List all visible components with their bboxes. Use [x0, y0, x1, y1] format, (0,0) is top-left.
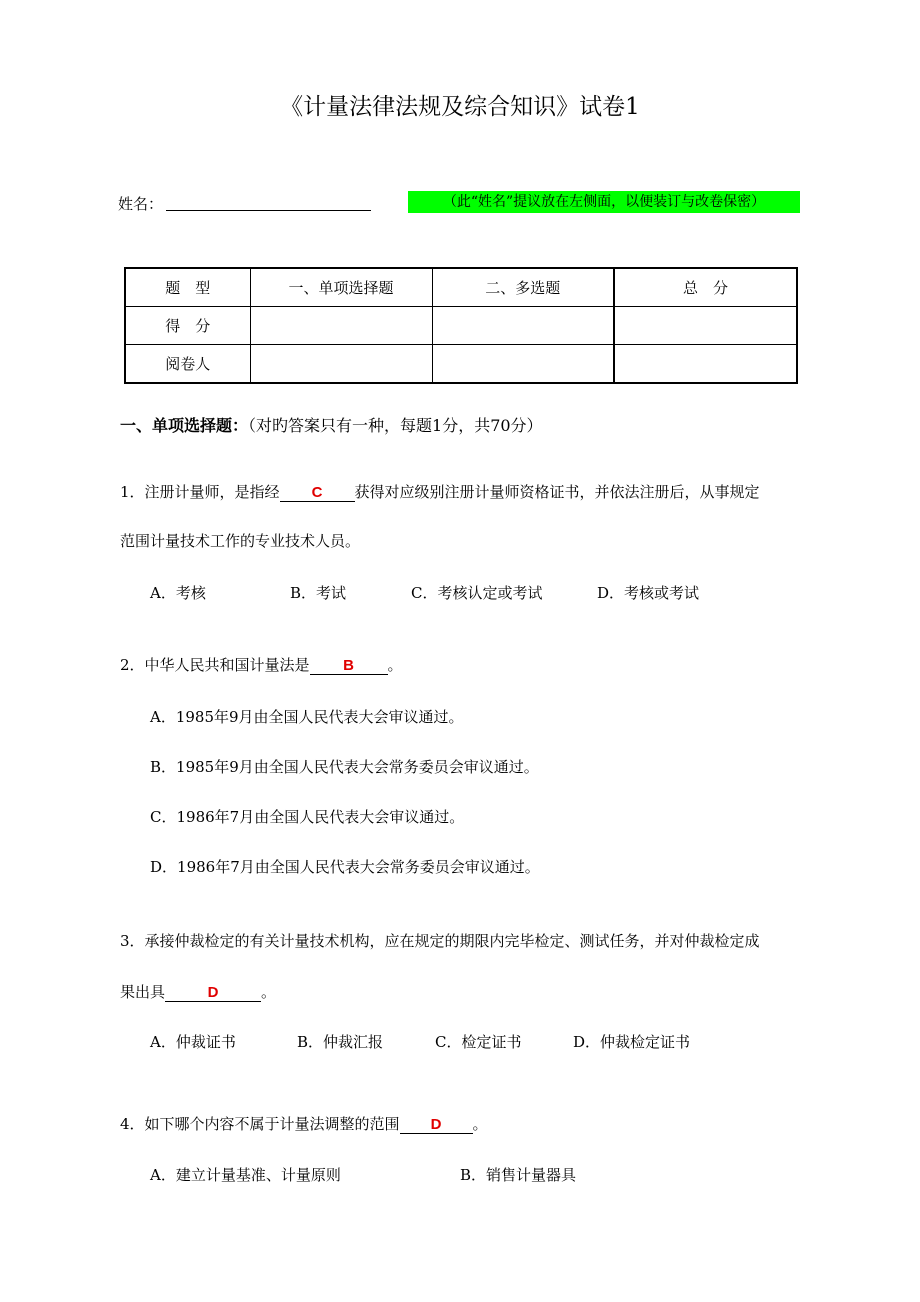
- option: C．检定证书: [435, 1033, 522, 1051]
- answer-letter: D: [430, 1116, 442, 1133]
- score-cell: [614, 307, 797, 345]
- option: C．1986年7月由全国人民代表大会审议通过。: [150, 808, 465, 826]
- table-row: [125, 307, 797, 345]
- score-table: [124, 267, 798, 384]
- question-text: 1．注册计量师，是指经: [120, 483, 280, 501]
- answer-blank: [165, 984, 261, 1002]
- question-text: 。: [472, 1115, 488, 1133]
- question-text: 4．如下哪个内容不属于计量法调整的范围: [120, 1115, 400, 1133]
- question-text: 。: [387, 656, 403, 674]
- question-1: [120, 481, 760, 502]
- answer-letter: C: [311, 484, 323, 501]
- answer-letter: B: [343, 657, 354, 674]
- header-cell: 题 型: [125, 268, 250, 307]
- binding-note: （此“姓名”提议放在左侧面，以便装订与改卷保密）: [408, 191, 800, 213]
- question-text: 果出具: [120, 983, 166, 1001]
- marker-cell: [614, 345, 797, 384]
- table-row: [125, 345, 797, 384]
- question-text: 2．中华人民共和国计量法是: [120, 656, 310, 674]
- answer-blank: [310, 657, 388, 675]
- question-3: 3．承接仲裁检定的有关计量技术机构，应在规定的期限内完毕检定、测试任务，并对仲裁检定成: [120, 932, 760, 950]
- option: B．考试: [290, 584, 347, 602]
- marker-cell: [432, 345, 614, 384]
- section-heading: [120, 413, 543, 436]
- option: A．建立计量基准、计量原则: [150, 1166, 341, 1184]
- section-title: 一、单项选择题：: [120, 416, 249, 435]
- option: D．考核或考试: [597, 584, 700, 602]
- table-row: [125, 268, 797, 307]
- question-2: [120, 654, 403, 675]
- name-label: 姓名：: [118, 195, 164, 213]
- option: D．仲裁检定证书: [573, 1033, 691, 1051]
- option: B．1985年9月由全国人民代表大会常务委员会审议通过。: [150, 758, 539, 776]
- answer-blank: [280, 484, 355, 502]
- option: A．1985年9月由全国人民代表大会审议通过。: [150, 708, 464, 726]
- option: B．销售计量器具: [460, 1166, 577, 1184]
- name-blank: [166, 210, 371, 211]
- option: B．仲裁汇报: [297, 1033, 384, 1051]
- score-cell: [250, 307, 432, 345]
- answer-letter: D: [207, 984, 219, 1001]
- header-cell: 二、多选题: [432, 268, 614, 307]
- option: A．仲裁证书: [150, 1033, 236, 1051]
- question-1-line2: 范围计量技术工作的专业技术人员。: [120, 532, 361, 550]
- answer-blank: [400, 1116, 473, 1134]
- section-note: （对旳答案只有一种，每题1分，共70分）: [248, 416, 543, 435]
- question-3-line2: [120, 981, 276, 1002]
- option: C．考核认定或考试: [411, 584, 543, 602]
- header-cell: 一、单项选择题: [250, 268, 432, 307]
- question-4: [120, 1113, 488, 1134]
- question-text: 。: [261, 983, 277, 1001]
- row-label: 阅卷人: [125, 345, 250, 384]
- option: A．考核: [150, 584, 206, 602]
- score-cell: [432, 307, 614, 345]
- page-title: 《计量法律法规及综合知识》试卷1: [280, 94, 640, 120]
- question-text: 获得对应级别注册计量师资格证书，并依法注册后，从事规定: [354, 483, 760, 501]
- option: D．1986年7月由全国人民代表大会常务委员会审议通过。: [150, 858, 540, 876]
- header-cell: 总 分: [614, 268, 797, 307]
- marker-cell: [250, 345, 432, 384]
- row-label: 得 分: [125, 307, 250, 345]
